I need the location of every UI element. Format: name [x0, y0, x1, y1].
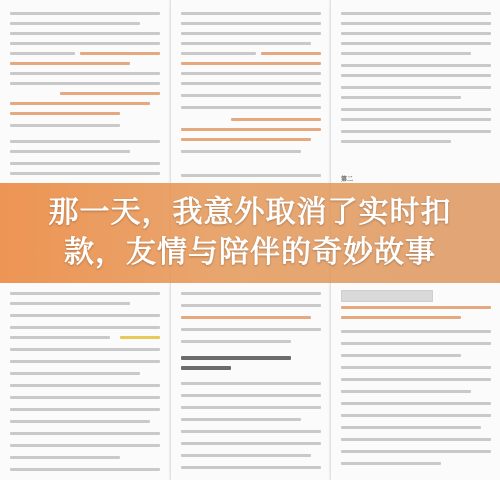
- text-line: [341, 140, 451, 143]
- text-line: [341, 108, 491, 111]
- highlight-mark: [231, 118, 321, 121]
- highlight-mark: [10, 102, 150, 105]
- text-line: [181, 42, 311, 45]
- highlight-mark: [181, 138, 311, 141]
- text-line: [181, 340, 291, 343]
- text-line: [181, 52, 256, 55]
- highlight-mark: [341, 316, 461, 319]
- text-line: [10, 172, 160, 175]
- text-line: [341, 414, 491, 417]
- highlight-mark: [10, 112, 120, 115]
- text-line: [341, 390, 471, 393]
- text-line: [341, 64, 491, 67]
- text-line: [181, 174, 321, 177]
- text-line: [341, 330, 491, 333]
- text-line: [10, 162, 160, 165]
- section-heading: [181, 356, 291, 360]
- text-line: [10, 420, 150, 423]
- section-marker: 第二: [341, 176, 354, 183]
- text-line: [10, 22, 140, 25]
- text-line: [10, 292, 160, 295]
- text-line: [10, 348, 160, 351]
- text-line: [181, 442, 321, 445]
- text-line: [10, 42, 160, 45]
- text-line: [341, 96, 461, 99]
- highlight-mark: [80, 52, 160, 55]
- text-line: [181, 106, 321, 109]
- text-line: [341, 438, 491, 441]
- text-line: [10, 432, 160, 435]
- text-line: [181, 394, 321, 397]
- text-line: [341, 354, 461, 357]
- text-line: [181, 382, 321, 385]
- text-line: [181, 12, 321, 15]
- text-line: [341, 22, 491, 25]
- text-line: [10, 32, 160, 35]
- text-line: [10, 408, 160, 411]
- text-line: [181, 304, 321, 307]
- text-line: [10, 336, 110, 339]
- text-line: [341, 32, 491, 35]
- text-line: [10, 52, 75, 55]
- text-line: [10, 360, 160, 363]
- text-line: [181, 22, 321, 25]
- text-line: [10, 326, 160, 329]
- text-line: [181, 454, 311, 457]
- text-line: [181, 150, 301, 153]
- section-heading: [181, 366, 231, 370]
- text-line: [10, 456, 120, 459]
- text-line: [181, 94, 321, 97]
- text-line: [10, 396, 160, 399]
- highlight-mark: [261, 52, 321, 55]
- highlight-mark: [120, 336, 160, 339]
- text-line: [10, 124, 120, 127]
- highlight-mark: [181, 62, 321, 65]
- highlight-mark: [181, 128, 321, 131]
- text-line: [10, 384, 160, 387]
- text-line: [341, 462, 441, 465]
- text-line: [341, 342, 491, 345]
- text-line: [341, 366, 491, 369]
- text-line: [10, 82, 160, 85]
- text-line: [341, 74, 491, 77]
- title-banner: [0, 183, 500, 283]
- text-line: [181, 406, 321, 409]
- image-placeholder: [341, 290, 433, 302]
- text-line: [181, 430, 321, 433]
- text-line: [341, 378, 491, 381]
- text-line: [10, 150, 130, 153]
- text-line: [10, 444, 160, 447]
- text-line: [10, 140, 160, 143]
- text-line: [181, 292, 321, 295]
- text-line: [181, 32, 321, 35]
- text-line: [181, 328, 321, 331]
- banner-title-line-2: 款，友情与陪伴的奇妙故事: [64, 235, 436, 270]
- text-line: [10, 12, 160, 15]
- text-line: [181, 82, 321, 85]
- text-line: [341, 118, 491, 121]
- text-line: [181, 418, 301, 421]
- text-line: [341, 402, 491, 405]
- text-line: [10, 468, 160, 471]
- text-line: [341, 426, 481, 429]
- text-line: [10, 72, 160, 75]
- highlight-mark: [181, 316, 311, 319]
- text-line: [10, 314, 160, 317]
- text-line: [181, 466, 321, 469]
- text-line: [10, 372, 140, 375]
- highlight-mark: [10, 62, 130, 65]
- text-line: [341, 12, 491, 15]
- banner-title-line-1: 那一天，我意外取消了实时扣: [48, 195, 452, 230]
- highlight-mark: [60, 92, 160, 95]
- text-line: [10, 302, 130, 305]
- text-line: [181, 72, 321, 75]
- text-line: [341, 86, 491, 89]
- text-line: [341, 42, 491, 45]
- text-line: [341, 52, 471, 55]
- text-line: [341, 450, 491, 453]
- highlight-mark: [341, 306, 491, 309]
- text-line: [341, 130, 491, 133]
